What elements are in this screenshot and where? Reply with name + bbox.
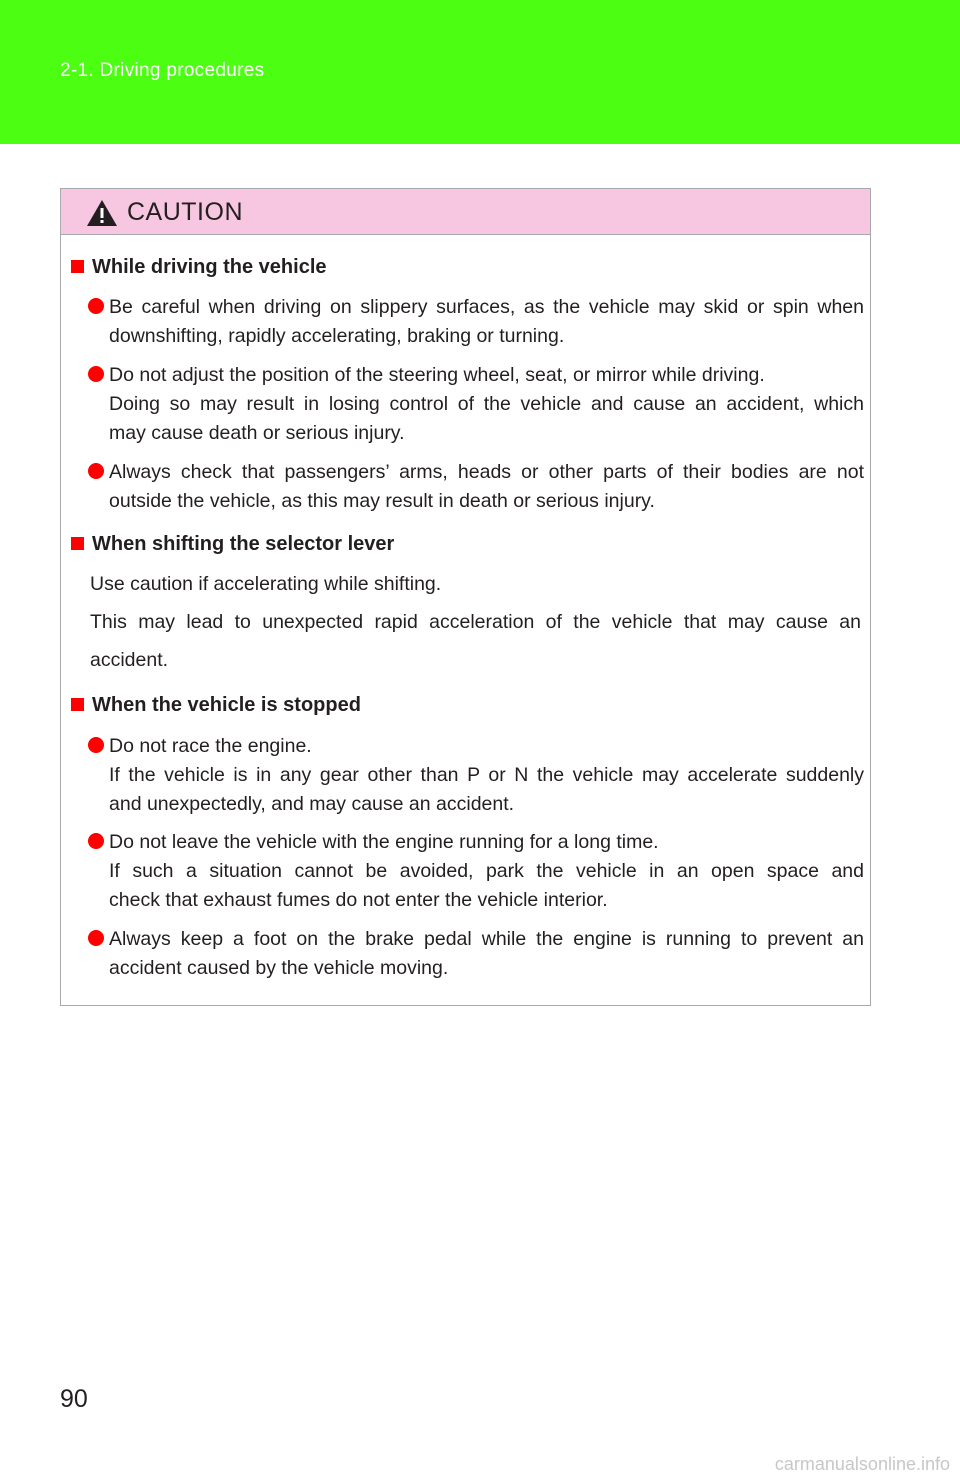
paragraph: This may lead to unexpected rapid acceleration of the vehicle that may cause an bbox=[90, 611, 861, 633]
section-heading: When the vehicle is stopped bbox=[71, 694, 361, 717]
bullet-line: If the vehicle is in any gear other than P or N the vehicle may accelerate suddenly bbox=[109, 764, 864, 786]
watermark: carmanualsonline.info bbox=[774, 1454, 950, 1474]
caution-header bbox=[61, 189, 870, 235]
round-bullet-icon bbox=[88, 737, 104, 753]
page-number: 90 bbox=[60, 1385, 88, 1413]
bullet-line: check that exhaust fumes do not enter the vehicle interior. bbox=[109, 889, 608, 911]
bullet-line: outside the vehicle, as this may result in death or serious injury. bbox=[109, 490, 655, 512]
round-bullet-icon bbox=[88, 298, 104, 314]
bullet-line: and unexpectedly, and may cause an accident. bbox=[109, 793, 515, 815]
bullet-line: Always keep a foot on the brake pedal while the engine is running to prevent an bbox=[109, 928, 864, 950]
bullet-line: Do not race the engine. bbox=[109, 735, 312, 757]
bullet-line: Doing so may result in losing control of the vehicle and cause an accident, which bbox=[109, 393, 864, 415]
warning-icon bbox=[86, 199, 118, 227]
bullet-line: Do not leave the vehicle with the engine running for a long time. bbox=[109, 831, 659, 853]
section-title: 2-1. Driving procedures bbox=[60, 60, 265, 81]
square-bullet-icon bbox=[71, 698, 84, 711]
paragraph: accident. bbox=[90, 649, 169, 671]
square-bullet-icon bbox=[71, 260, 84, 273]
caution-label: CAUTION bbox=[127, 198, 243, 226]
bullet-line: accident caused by the vehicle moving. bbox=[109, 957, 449, 979]
round-bullet-icon bbox=[88, 366, 104, 382]
bullet-line: Be careful when driving on slippery surfaces, as the vehicle may skid or spin when bbox=[109, 296, 864, 318]
round-bullet-icon bbox=[88, 930, 104, 946]
bullet-line: Do not adjust the position of the steering wheel, seat, or mirror while driving. bbox=[109, 364, 765, 386]
bullet-line: If such a situation cannot be avoided, park the vehicle in an open space and bbox=[109, 860, 864, 882]
section-heading: When shifting the selector lever bbox=[71, 533, 394, 556]
round-bullet-icon bbox=[88, 833, 104, 849]
section-header-bar bbox=[0, 0, 960, 144]
paragraph: Use caution if accelerating while shifting. bbox=[90, 573, 442, 595]
bullet-line: downshifting, rapidly accelerating, braking or turning. bbox=[109, 325, 565, 347]
caution-box bbox=[60, 188, 871, 1006]
square-bullet-icon bbox=[71, 537, 84, 550]
bullet-line: may cause death or serious injury. bbox=[109, 422, 405, 444]
bullet-line: Always check that passengers’ arms, heads or other parts of their bodies are not bbox=[109, 461, 864, 483]
section-heading: While driving the vehicle bbox=[71, 256, 327, 279]
round-bullet-icon bbox=[88, 463, 104, 479]
